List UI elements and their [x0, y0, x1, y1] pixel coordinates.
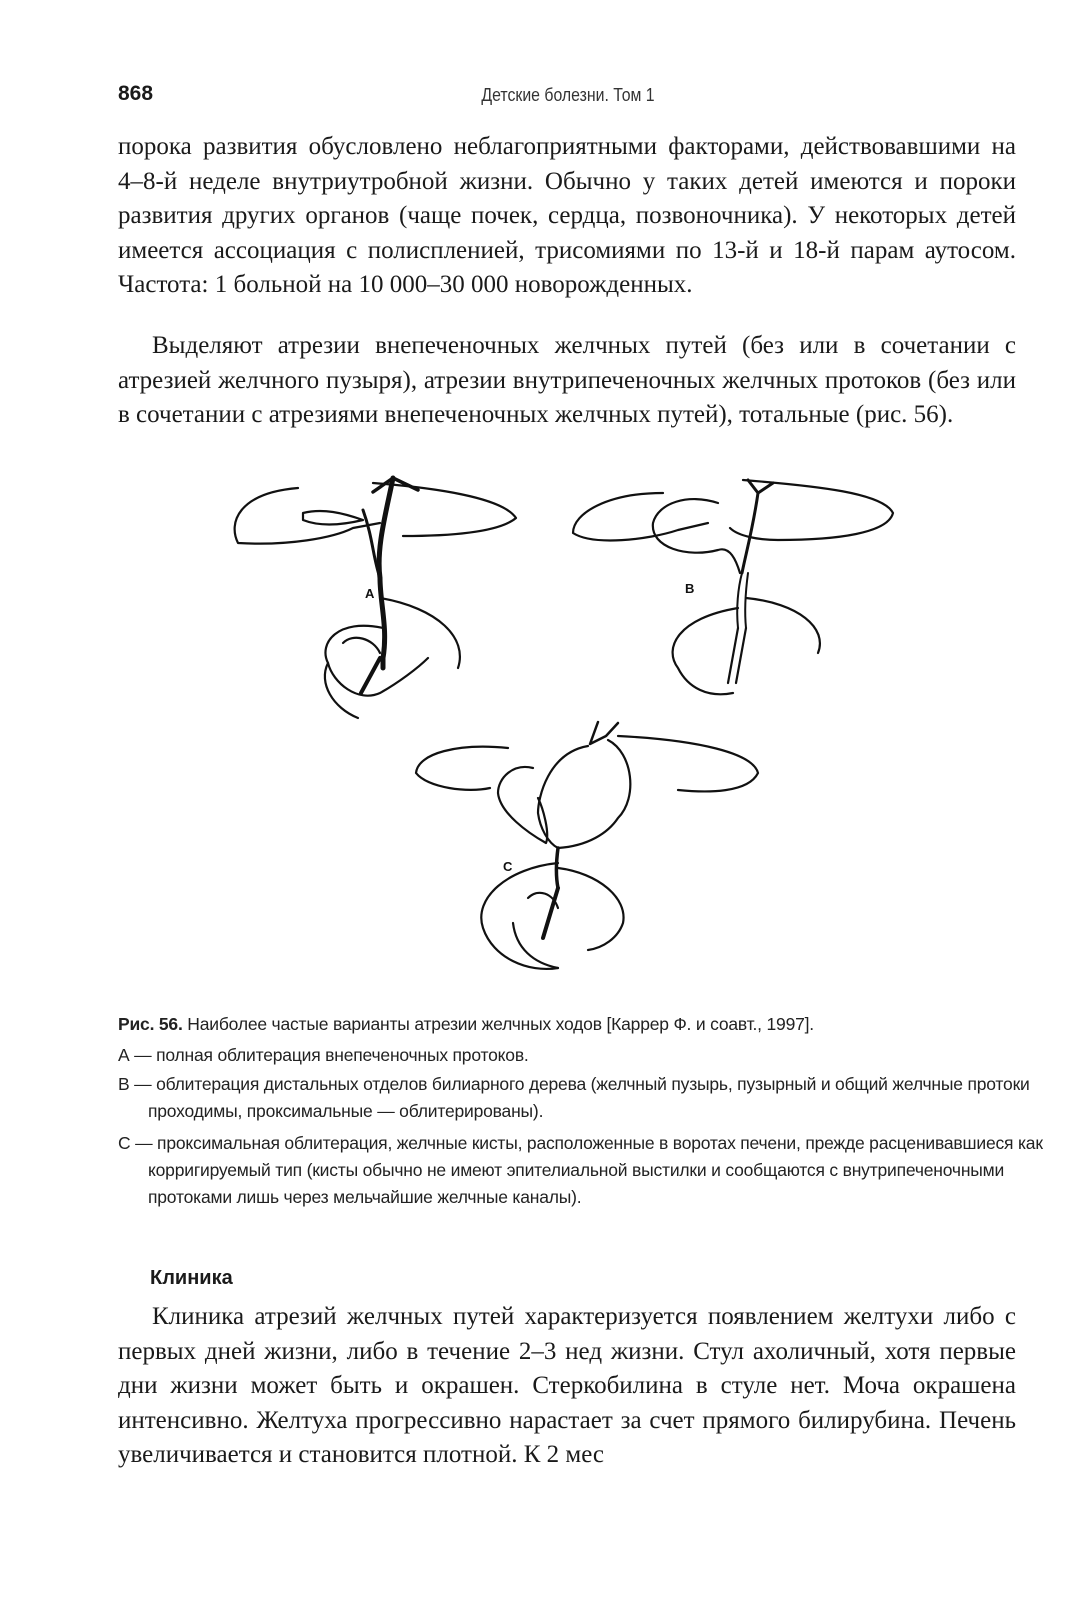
- figure-caption-label: Рис. 56.: [118, 1014, 183, 1034]
- label-c: C: [503, 859, 513, 874]
- diagram-b: [573, 480, 893, 694]
- diagram-a: [235, 478, 516, 718]
- caption-item-a: А — полная облитерация внепеченочных протоков.: [118, 1045, 529, 1065]
- caption-item-c: С — проксимальная облитерация, желчные кисты, расположенные в воротах печени, прежде расценивавшиеся как корригируемый тип (кисты обычно не имеют эпителиальной выстилки и сообщаются с внутрипеченочными протоками лишь через мельчайшие желчные каналы).: [118, 1133, 1043, 1207]
- paragraph-atresia-types: Выделяют атрезии внепеченочных желчных путей (без или в сочетании с атрезией желчного пузыря), атрезии внутрипеченочных желчных протоков (без или в сочетании с атрезиями внепеченочных желчных путей), тотальные (рис. 56).: [118, 332, 1016, 428]
- figure-56: [118, 468, 1018, 1013]
- page-number: 868: [118, 82, 154, 105]
- label-b: B: [685, 581, 695, 596]
- running-title: Детские болезни. Том 1: [481, 85, 655, 105]
- figure-caption: [118, 1011, 1016, 1038]
- diagram-c: [416, 722, 758, 969]
- caption-item-b: В — облитерация дистальных отделов билиарного дерева (желчный пузырь, пузырный и общий желчные протоки проходимы, проксимальные — облитерированы).: [118, 1074, 1030, 1121]
- section-heading: Клиника: [150, 1267, 233, 1289]
- paragraph-clinic: Клиника атрезий желчных путей характеризуется появлением желтухи либо с первых дней жизни, либо в течение 2–3 нед жизни. Стул ахоличный, хотя первые дни жизни может быть и окрашен. Стеркобилина в стуле нет. Моча окрашена интенсивно. Желтуха прогрессивно нарастает за счет прямого билирубина. Печень увеличивается и становится плотной. К 2 мес: [118, 1303, 1016, 1468]
- page-header: [118, 82, 1018, 112]
- label-a: A: [365, 586, 375, 601]
- paragraph-continued: порока развития обусловлено неблагоприятными факторами, действовавшими на 4–8-й неделе внутриутробной жизни. Обычно у таких детей имеются и пороки развития других органов (чаще почек, сердца, позвоночника). У некоторых детей имеется ассоциация с полиспленией, трисомиями по 13-й и 18-й парам аутосом. Частота: 1 больной на 10 000–30 000 новорожденных.: [118, 133, 1016, 298]
- figure-caption-title: Наиболее частые варианты атрезии желчных ходов [Каррер Ф. и соавт., 1997].: [187, 1014, 814, 1034]
